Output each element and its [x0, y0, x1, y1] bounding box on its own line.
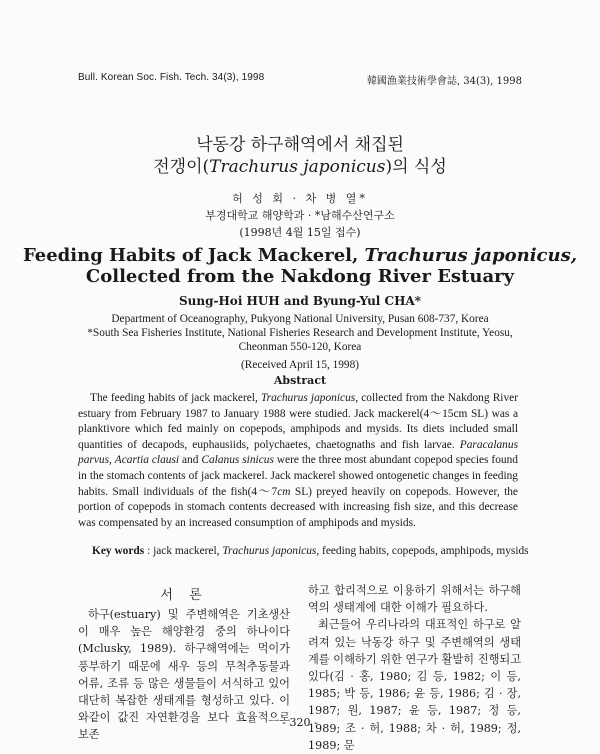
introduction-heading: 서 론 [160, 588, 208, 603]
abstract-segment: , collected from the Nakdong River estuary from February 1987 to January 1988 were studied. Jack mackerel(4～15cm SL) was a planktivore which fed mainly on copepods, amphipods and mysids. Its diets included small quantities of decapods, euphausiids, polychaetes, chaetognaths and fish larvae. [78, 392, 519, 451]
abstract-segment: and [179, 454, 202, 467]
right-paragraph-2: 최근들어 우리나라의 대표적인 하구로 알려져 있는 낙동강 하구 및 주변해역의 생태계를 이해하기 위한 연구가 활발히 진행되고 있다(김 · 홍, 1980; 김 등, 1982; 이 등, 1985; 박 등, 1986; 윤 등, 1986; 김 · 장, 1987; 원, 1987; 윤 등, 1987; 정 등, 1989; 조 · 허, 1988; 차 · 허, 1989; 정, 1989; 문 [308, 618, 521, 752]
korean-affiliation: 부경대학교 해양학과 · *남해수산연구소 [205, 209, 395, 222]
korean-title-line1: 낙동강 하구해역에서 채집된 [196, 135, 404, 155]
english-title-species: Trachurus japonicus, [364, 245, 578, 266]
affiliation-line3: Cheonman 550-120, Korea [238, 341, 362, 353]
english-title-line1 [0, 245, 600, 266]
abstract-segment: SL) preyed heavily on copepods. However, the portion of copepods in stomach contents decreased with increasing fish size, and this decrease was compensated by an increased consumption of amphipods and mysids. [78, 485, 518, 529]
keywords-suffix: , feeding habits, copepods, amphipods, mysids [316, 545, 529, 557]
abstract-segment: , [109, 454, 115, 467]
korean-received-date: (1998년 4월 15일 접수) [239, 226, 361, 239]
english-received-date: (Received April 15, 1998) [241, 359, 359, 371]
journal-header-english: Bull. Korean Soc. Fish. Tech. 34(3), 1998 [78, 72, 265, 83]
abstract-segment: were the three most abundant copepod species found in the stomach contents of jack mackerel. Jack mackerel showed ontogenetic changes in feeding habits. Small individuals of the fish(4～7 [78, 454, 518, 498]
right-paragraph-1: 하고 합리적으로 이용하기 위해서는 하구해역의 생태계에 대한 이해가 필요하다. [308, 584, 521, 615]
english-title-prefix: Feeding Habits of Jack Mackerel, [22, 245, 365, 266]
journal-header-korean: 韓國漁業技術學會誌, 34(3), 1998 [366, 76, 522, 87]
abstract-segment: Paracalanus parvus [78, 438, 518, 467]
korean-title-line2 [0, 156, 600, 178]
left-paragraph: 하구(estuary) 및 주변해역은 기초생산이 매우 높은 해양환경 중의 하나이다(Mclusky, 1989). 하구해역에는 먹이가 풍부하기 때문에 새우 등의 무척추동물과 어류, 조류 등 많은 생물들이 서식하고 있어 대단히 복잡한 생태계를 형성하고 있다. 이와같이 값진 자연환경을 보다 효율적으로 보존 [78, 608, 290, 742]
keywords-label: Key words [92, 545, 145, 557]
korean-authors: 허 성 회 · 차 병 열* [232, 192, 368, 205]
english-authors: Sung-Hoi HUH and Byung-Yul CHA* [178, 294, 422, 308]
keywords-species: Trachurus japonicus [222, 545, 317, 557]
abstract-heading: Abstract [273, 374, 327, 387]
abstract-segment: Trachurus japonicus [260, 392, 356, 404]
abstract-text [78, 391, 518, 531]
korean-title-prefix: 전갱이( [153, 157, 210, 177]
affiliation-line2: *South Sea Fisheries Institute, National Fisheries Research and Development Institute, Yeosu, [87, 327, 513, 339]
page-number: - 320 - [282, 716, 318, 729]
keywords [92, 545, 529, 557]
abstract-segment: cm [277, 485, 291, 498]
abstract-segment: The feeding habits of jack mackerel, [90, 392, 261, 404]
abstract-segment: Acartia clausi [114, 454, 180, 467]
english-title-line2: Collected from the Nakdong River Estuary [85, 266, 515, 287]
abstract-segment: Calanus sinicus [201, 454, 274, 467]
affiliation-line1: Department of Oceanography, Pukyong National University, Pusan 608-737, Korea [111, 313, 489, 325]
korean-title-species: Trachurus japonicus [209, 157, 386, 177]
keywords-prefix: : jack mackerel, [144, 545, 223, 557]
korean-title-suffix: )의 식성 [385, 157, 447, 177]
